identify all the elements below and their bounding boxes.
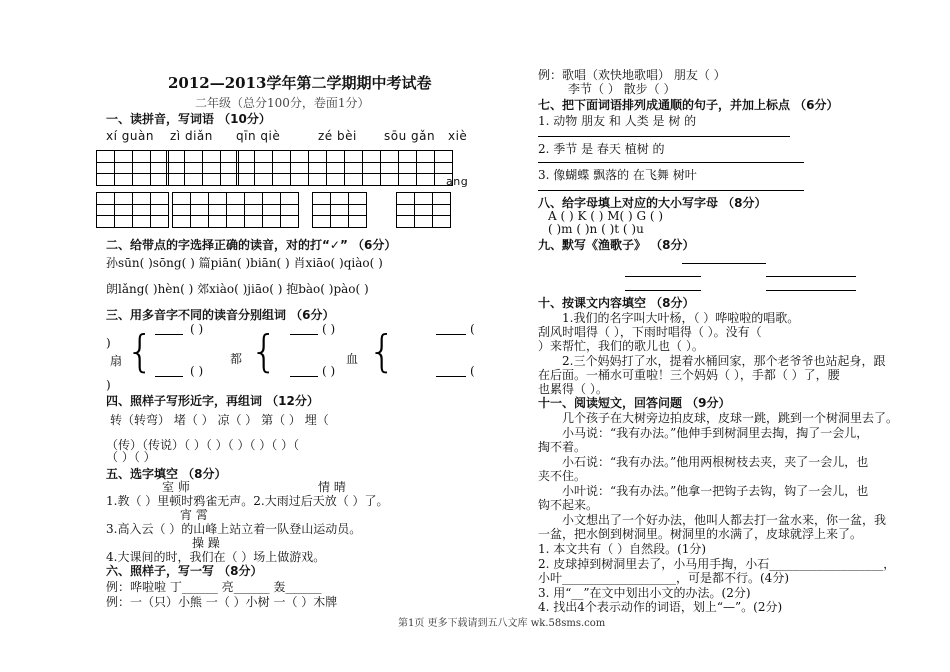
- pinyin-1: xí guàn: [106, 129, 154, 143]
- text-fill-line: 2.三个妈妈打了水，提着水桶回家，那个老爷爷也站起身，跟: [562, 354, 886, 368]
- example-line-2: 例：一（只）小熊 一（ ）小树 一（ ）木牌: [106, 595, 338, 609]
- polyphone-char-2: 都: [230, 352, 243, 366]
- text-fill-line: 在后面。一桶水可重啦！三个妈妈（ ），手都（ ）了，腰: [538, 368, 840, 382]
- section-4-heading: 四、照样子写形近字，再组词 （12分）: [106, 394, 319, 408]
- brace-icon: {: [126, 326, 154, 377]
- blank-paren[interactable]: ( ): [322, 322, 336, 336]
- edge-paren: ): [106, 378, 111, 392]
- blank-line: [436, 376, 466, 377]
- passage-line: 小文想出了一个好办法，他叫人都去打一盆水来，你一盆，我: [562, 513, 887, 527]
- fill-line-2: 3.高入云（ ）的山峰上站立着一队登山运动员。: [106, 522, 362, 536]
- passage-line: 小石说：“我有办法。”他用两根树枝去夹，夹了一会儿，也: [562, 455, 869, 469]
- writing-grid[interactable]: [236, 150, 309, 186]
- choice-pair: 情 晴: [318, 480, 346, 494]
- question-2: 2. 皮球掉到树洞里去了，小马用手掏，小石___________________，: [538, 557, 896, 571]
- pinyin-5: sōu gǎn: [384, 129, 436, 143]
- reading-row-2: 朗lǎng( )hèn( ) 郊xiào( )jiāo( ) 抱bào( )pào( ): [106, 282, 369, 296]
- section-3-heading: 三、用多音字不同的读音分别组词 （6分）: [106, 308, 335, 322]
- choice-pair: 宵 霄: [180, 508, 208, 522]
- question-3: 3. 用“__”在文中划出小文的办法。(2分): [538, 586, 751, 600]
- text-fill-line: 1.我们的名字叫大叶杨，（ ）哗啦啦的唱歌。: [562, 311, 800, 325]
- poem-line[interactable]: [625, 290, 701, 291]
- edge-paren: ): [106, 336, 111, 350]
- passage-line: 小叶说：“我有办法。”他拿一把钩子去钩，钩了一会儿，也: [562, 484, 869, 498]
- edge-paren: (: [470, 322, 475, 336]
- choice-pair: 室 师: [162, 480, 190, 494]
- blank-line: [436, 334, 466, 335]
- passage-line: 掏不着。: [538, 440, 587, 454]
- answer-line[interactable]: [538, 190, 804, 191]
- poem-line[interactable]: [625, 276, 701, 277]
- edge-paren: (: [470, 364, 475, 378]
- page-footer: 第1页 更多下载请到五八文库 wk.58sms.com: [398, 618, 606, 629]
- section-8-heading: 八、给字母填上对应的大小写字母 （8分）: [538, 196, 767, 210]
- section-5-heading: 五、选字填空 （8分）: [106, 467, 227, 481]
- example-phrase-2: 李节（ ） 散步（ ）: [568, 82, 676, 96]
- question-2-cont: 小叶___________________，可是都不行。(4分): [538, 571, 789, 585]
- poem-line[interactable]: [766, 276, 856, 277]
- writing-grid[interactable]: [96, 192, 169, 228]
- poem-line[interactable]: [682, 263, 766, 264]
- section-1-heading: 一、读拼音，写词语 （10分）: [106, 112, 271, 126]
- text-fill-line: 也累得（ ）。: [538, 382, 608, 396]
- brace-icon: {: [250, 326, 278, 377]
- writing-grid[interactable]: [396, 192, 451, 228]
- writing-grid[interactable]: [308, 150, 381, 186]
- question-4: 4. 找出4个表示动作的词语，划上“—”。(2分): [538, 600, 783, 614]
- letters-row-1: A ( ) K ( ) M( ) G ( ): [548, 209, 664, 223]
- pinyin-4: zé bèi: [318, 129, 357, 143]
- blank-line: [155, 334, 183, 335]
- exam-title: 2012—2013学年第二学期期中考试卷: [168, 74, 432, 92]
- passage-line: 几个孩子在大树旁边拍皮球，皮球一跳，跳到一个树洞里去了。: [562, 411, 899, 425]
- poem-line[interactable]: [766, 290, 856, 291]
- similar-char-row-3: （ ）（ ）: [106, 450, 156, 464]
- reading-row-1: 孙sūn( )sōng( ) 篇piān( )biān( ) 肖xiāo( )qiào( ): [106, 256, 383, 270]
- writing-grid[interactable]: [166, 150, 239, 186]
- example-phrase-1: 例：歌唱（欢快地歌唱） 朋友（ ）: [538, 68, 726, 82]
- passage-line: 小马说：“我有办法。”他伸手到树洞里去掏，掏了一会儿，: [562, 426, 869, 440]
- writing-grid[interactable]: [96, 150, 169, 186]
- blank-line: [155, 376, 183, 377]
- writing-grid[interactable]: [172, 192, 299, 228]
- section-11-heading: 十一、阅读短文，回答问题 （9分）: [538, 396, 731, 410]
- section-9-heading: 九、默写《渔歌子》 （8分）: [538, 238, 695, 252]
- answer-line[interactable]: [538, 136, 790, 137]
- text-fill-line: 刮风时唱得（ ），下雨时唱得（ ）。没有（: [538, 325, 762, 339]
- answer-line[interactable]: [538, 162, 804, 163]
- text-fill-line: ）来帮忙，我们的歌儿也（ ）。: [538, 339, 704, 353]
- choice-pair: 操 躁: [192, 536, 220, 550]
- sentence-item-3: 3. 像蝴蝶 飘落的 在飞舞 树叶: [538, 168, 697, 182]
- polyphone-char-1: 扇: [110, 354, 123, 368]
- section-6-heading: 六、照样子，写一写 （8分）: [106, 564, 263, 578]
- blank-paren[interactable]: ( ): [190, 322, 204, 336]
- similar-char-row-1: 转（转弯） 堵（ ） 凉（ ） 第（ ） 埋（: [110, 413, 329, 427]
- pinyin-overflow: ang: [446, 175, 469, 188]
- brace-icon: {: [368, 326, 396, 377]
- pinyin-3: qīn qiè: [236, 129, 281, 143]
- example-line-1: 例：哗啦啦 丁______ 亮______ 轰______: [106, 580, 322, 594]
- similar-char-row-2: （传）（传说）（ ）（ ）（ ）（ ）（ ）（: [106, 438, 300, 452]
- passage-line: 钩不起来。: [538, 498, 599, 512]
- blank-line: [290, 334, 318, 335]
- blank-paren[interactable]: ( ): [190, 364, 204, 378]
- passage-line: 一盆，把水倒到树洞里。树洞里的水满了，皮球就浮上来了。: [538, 527, 863, 541]
- fill-line-3: 4.大课间的时，我们在（ ）场上做游戏。: [106, 550, 326, 564]
- writing-grid[interactable]: [312, 192, 367, 228]
- question-1: 1. 本文共有（ ）自然段。(1分): [538, 542, 707, 556]
- sentence-item-2: 2. 季节 是 春天 植树 的: [538, 142, 665, 156]
- fill-line-1: 1.教（ ）里顿时鸦雀无声。2.大雨过后天放（ ）了。: [106, 494, 389, 508]
- section-10-heading: 十、按课文内容填空 （8分）: [538, 296, 695, 310]
- sentence-item-1: 1. 动物 朋友 和 人类 是 树 的: [538, 114, 697, 128]
- polyphone-char-3: 血: [346, 352, 359, 366]
- pinyin-6: xiè: [448, 129, 468, 143]
- blank-paren[interactable]: ( ): [322, 364, 336, 378]
- letters-row-2: ( )m ( )n ( )t ( )u: [548, 222, 644, 236]
- writing-grid[interactable]: [380, 150, 453, 186]
- blank-line: [290, 376, 318, 377]
- passage-line: 夹不住。: [538, 469, 587, 483]
- section-7-heading: 七、把下面词语排列成通顺的句子，并加上标点 （6分）: [538, 98, 839, 112]
- section-2-heading: 二、给带点的字选择正确的读音，对的打“✓” （6分）: [106, 238, 397, 252]
- pinyin-2: zì diǎn: [170, 129, 213, 143]
- exam-subtitle: 二年级（总分100分，卷面1分）: [195, 96, 370, 110]
